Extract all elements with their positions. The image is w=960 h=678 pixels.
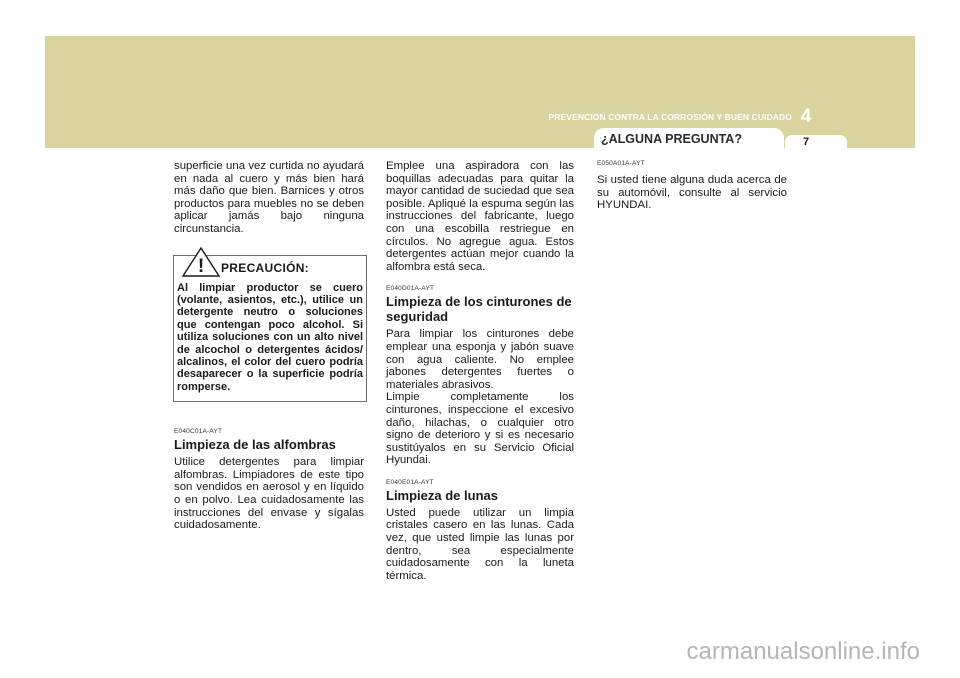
page-tab [785,135,847,148]
paragraph-intro-left: superficie una vez curtida no ayudará en nada al cuero y más bien hará más daño que bien. Barnices y otros productos para muebles no se deben aplicar jamás bajo ninguna circunstancia. [174,160,364,235]
column-middle [386,160,574,582]
warning-icon-glyph: ! [197,255,205,277]
section-code: E040E01A-AYT [386,478,434,486]
column-left [174,160,364,532]
section-body: Utilice detergentes para limpiar alfombras. Limpiadores de este tipo son vendidos en aerosol y en líquido o en polvo. Lea cuidadosamente las instrucciones del envase y sígalas cuidadosamente. [174,456,364,532]
section-heading: Limpieza de las alfombras [174,437,336,453]
section-heading: Limpieza de lunas [386,487,498,503]
section-heading: Limpieza de los cinturones de seguridad [386,294,572,325]
warning-icon [182,247,220,277]
section-body: Usted puede utilizar un limpia cristales casero en las lunas. Cada vez, que usted limpie las lunas por dentro, sea especialmente cuidadosamente con la luneta térmica. [386,506,574,582]
page-number: 7 [802,136,810,148]
header-band [45,36,915,148]
section-body: Limpie completamente los cinturones, inspeccione el excesivo daño, hilachas, o cualquier otro signo de deterioro y si es necesario sustitúyalos en su Servicio Oficial Hyundai. [386,391,574,467]
section-code: E050A01A-AYT [597,160,645,167]
paragraph-intro-middle: Emplee una aspiradora con las boquillas adecuadas para quitar la mayor cantidad de suciedad que sea posible. Apliqué la espuma según las instrucciones del fabricante, luego con una escobilla restriegue en círculos. No agregue agua. Estos detergentes actúan mejor cuando la alfombra está seca. [386,160,574,273]
caution-box [173,255,367,403]
section-code: E040C01A-AYT [174,428,223,436]
chapter-number: 4 [800,106,812,127]
topic-tab-label: ¿ALGUNA PREGUNTA? [601,132,742,146]
caution-body: Al limpiar productor se cuero (volante, asientos, etc.), utilice un detergente neutro o soluciones que contengan poco alcohol. Si utiliza soluciones con un alto nivel de alcochol o detergentes ácidos/ alcalinos, el color del cuero podría desaparecer o la superficie podría romperse. [177,281,363,393]
section-code: E040D01A-AYT [386,285,435,293]
section-body: Para limpiar los cinturones debe emplear una esponja y jabón suave con agua caliente. No emplee jabones detergentes fuertes o materiales abrasivos. [386,328,574,391]
column-right [597,160,787,212]
section-body: Si usted tiene alguna duda acerca de su automóvil, consulte al servicio HYUNDAI. [597,174,787,212]
section-title: PREVENCION CONTRA LA CORROSIÓN Y BUEN CUIDADO [548,112,792,122]
caution-title: PRECAUCIÓN: [221,260,309,275]
watermark: carmanualsonline.info [686,638,920,665]
